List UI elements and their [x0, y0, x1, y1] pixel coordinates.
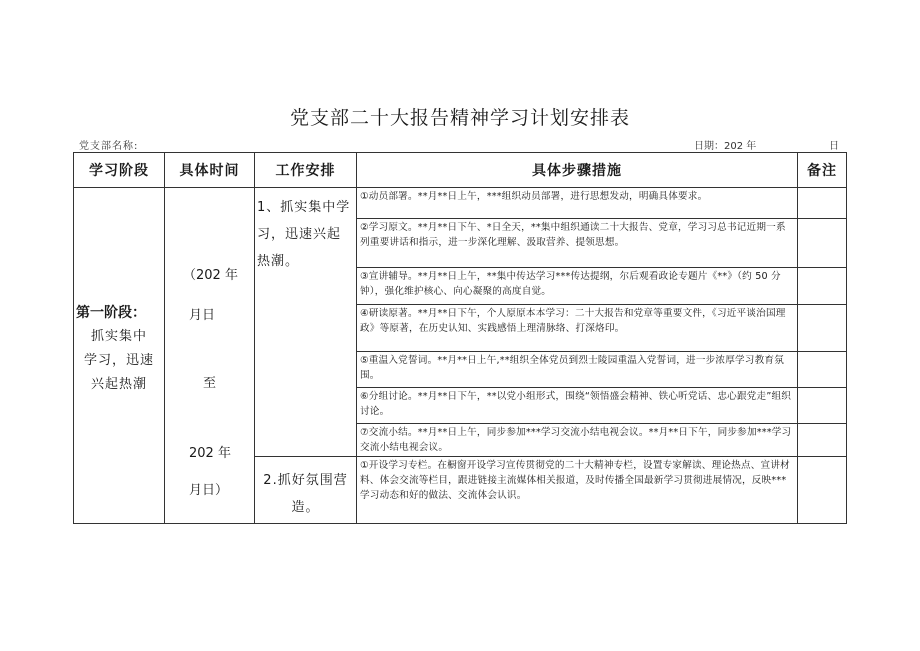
header-note: 备注: [798, 153, 847, 188]
branch-name-label: 党支部名称:: [79, 141, 139, 152]
header-steps: 具体步骤措施: [357, 153, 798, 188]
time-line: 月日: [189, 308, 216, 323]
note-cell: [798, 457, 847, 524]
note-cell: [798, 388, 847, 424]
step-cell: ①开设学习专栏。在橱窗开设学习宣传贯彻党的二十大精神专栏，设置专家解读、理论热点、宣讲材料、体会交流等栏目，跟进链接主流媒体相关报道，及时传播全国最新学习贯彻进展情况，反映***学习动态和好的做法、交流体会认识。: [357, 457, 798, 524]
stage-line: 兴起热潮: [90, 377, 147, 392]
note-cell: [798, 219, 847, 268]
header-row: [74, 153, 847, 188]
document-title: 党支部二十大报告精神学习计划安排表: [289, 107, 630, 129]
step-cell: ③宣讲辅导。**月**日上午，**集中传达学习***传达提纲，尔后观看政论专题片《**》（约 50 分钟），强化维护核心、向心凝聚的高度自觉。: [357, 268, 798, 305]
step-cell: ④研读原著。**月**日下午，个人原原本本学习：二十大报告和党章等重要文件，《习近平谈治国理政》等原著，在历史认知、实践感悟上理清脉络、打深烙印。: [357, 305, 798, 352]
step-cell: ⑦交流小结。**月**日上午，同步参加***学习交流小结电视会议。**月**日下午，同步参加***学习交流小结电视会议。: [357, 424, 798, 457]
time-line: （202 年: [183, 268, 238, 283]
time-line: 至: [203, 376, 217, 391]
note-cell: [798, 268, 847, 305]
note-cell: [798, 305, 847, 352]
header-time: 具体时间: [165, 153, 255, 188]
task-label: 1、抓实集中学习，迅速兴起热潮。: [257, 200, 351, 269]
stage-heading: 第一阶段：: [76, 305, 146, 321]
date-day-label: 日: [829, 141, 839, 152]
time-line: 202 年: [189, 446, 231, 461]
step-cell: ⑤重温入党誓词。**月**日上午,**组织全体党员到烈士陵园重温入党誓词，进一步浓厚学习教育氛围。: [357, 352, 798, 388]
step-cell: ②学习原文。**月**日下午、*日全天，**集中组织通读二十大报告、党章，学习习总书记近期一系列重要讲话和指示，进一步深化理解、汲取营养、提领思想。: [357, 219, 798, 268]
plan-table: [73, 152, 847, 524]
stage-line: 学习，迅速: [83, 353, 154, 368]
note-cell: [798, 188, 847, 219]
step-cell: ⑥分组讨论。**月**日下午，**以党小组形式，围绕“领悟盛会精神、铁心听党话、忠心跟党走”组织讨论。: [357, 388, 798, 424]
note-cell: [798, 424, 847, 457]
time-cell: [165, 188, 255, 524]
table-row: [74, 188, 847, 219]
step-cell: ①动员部署。**月**日上午，***组织动员部署，进行思想发动，明确具体要求。: [357, 188, 798, 219]
note-cell: [798, 352, 847, 388]
task-cell: [255, 188, 357, 457]
task-cell: [255, 457, 357, 524]
task-label: 2.抓好氛围营造。: [263, 473, 348, 515]
stage-cell: [74, 188, 165, 524]
time-line: 月日）: [189, 483, 229, 498]
stage-line: 抓实集中: [90, 329, 147, 344]
header-task: 工作安排: [255, 153, 357, 188]
date-label: 日期：202 年: [694, 141, 757, 152]
header-stage: 学习阶段: [74, 153, 165, 188]
